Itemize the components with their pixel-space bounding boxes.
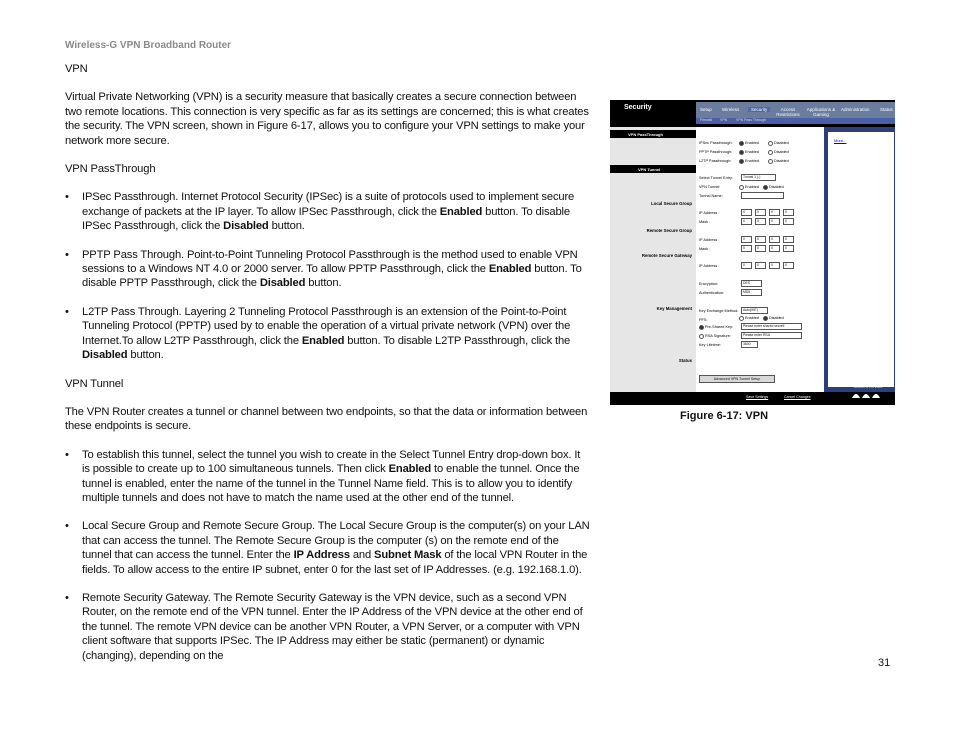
- cisco-logo-text: CISCO SYSTEMS: [853, 385, 883, 389]
- sidebar-remote: Remote Secure Group: [646, 228, 692, 233]
- bullet-dot: •: [65, 305, 69, 318]
- ipsec-label: IPSec Passthrough:: [699, 141, 733, 145]
- bold-term: Disabled: [223, 220, 269, 233]
- ip-octet-input[interactable]: 0: [783, 209, 794, 216]
- bullet-dot: •: [65, 520, 69, 533]
- bullet-text: Remote Security Gateway. The Remote Security Gateway is the VPN device, such as a second VPN Router, on the remote end of the VPN tunnel. Enter the IP Address of the VPN device at the other end of the tunnel. The remote VPN device can be another VPN Router, a VPN Server, or a computer with VPN client software that supports IPSec. The IP Address may either be static (permanent) or dynamic (changing), depending on the: [82, 591, 583, 662]
- subnav-vpn[interactable]: VPN: [720, 118, 728, 122]
- intro-paragraph: Virtual Private Networking (VPN) is a security measure that basically creates a secure connection between two remote locations. This connection is very specific as far as its settings are concerned; this is what creates the security. The VPN screen, shown in Figure 6-17, allows you to configure your VPN settings to make your network more secure.: [65, 91, 589, 147]
- sidebar-gateway: Remote Secure Gateway: [641, 253, 692, 258]
- figure-main-panel: [696, 127, 824, 392]
- save-settings-link[interactable]: Save Settings: [746, 395, 769, 399]
- bold-term: Disabled: [259, 277, 306, 290]
- remote-ip-label: IP Address :: [699, 238, 720, 242]
- passthrough-bullet: [65, 305, 590, 363]
- ip-octet-input[interactable]: 0: [769, 209, 780, 216]
- figure-sidebar: [610, 127, 696, 392]
- bullet-text: button.: [305, 277, 342, 290]
- pfs-label: PFS:: [699, 318, 708, 322]
- cisco-logo: [846, 384, 891, 402]
- tunnel-bullet: [65, 448, 590, 506]
- ip-octet-input[interactable]: 0: [769, 262, 780, 269]
- heading-passthrough: VPN PassThrough: [65, 163, 156, 176]
- sidebar-vpn-passthrough: VPN PassThrough: [610, 130, 696, 138]
- bullet-text: L2TP Pass Through. Layering 2 Tunneling Protocol Passthrough is an extension of the Point-to-Point Tunneling Protocol (PPTP) used by to enable the operation of a virtual private network (VPN) over the Internet.To allow L2TP Passthrough, click the: [82, 305, 571, 347]
- sidebar-key: Key Management: [656, 306, 692, 311]
- tunnel-enabled-radio[interactable]: [739, 185, 744, 190]
- bold-term: Enabled: [388, 463, 432, 476]
- running-header: Wireless-G VPN Broadband Router: [65, 40, 232, 51]
- bold-term: Enabled: [439, 205, 483, 218]
- bullet-text: IPSec Passthrough. Internet Protocol Security (IPSec) is a suite of protocols used to implement secure exchange of packets at the IP layer. To allow IPSec Passthrough, click the: [82, 191, 575, 218]
- tunnel-disabled-radio[interactable]: [763, 185, 768, 190]
- pptp-disabled-label: Disabled: [774, 150, 789, 154]
- security-tab-title: Security: [624, 104, 652, 111]
- ip-octet-input[interactable]: 0: [755, 245, 766, 252]
- rsa-label: RSA Signature:: [705, 334, 731, 338]
- pfs-enabled-label: Enabled: [745, 316, 759, 320]
- nav-status[interactable]: Status: [880, 107, 893, 112]
- auth-label: Authentication:: [699, 291, 725, 295]
- figure-subnav: [696, 118, 895, 124]
- nav-setup[interactable]: Setup: [700, 107, 712, 112]
- pptp-enabled-radio[interactable]: [739, 150, 744, 155]
- pptp-label: PPTP Passthrough:: [699, 150, 733, 154]
- bold-term: IP Address: [293, 549, 350, 562]
- l2tp-enabled-label: Enabled: [745, 159, 759, 163]
- bullet-text: To establish this tunnel, select the tunnel you wish to create in the Select Tunnel Entry drop-down box. It is possible to create up to 100 simultaneous tunnels. Then click: [82, 448, 581, 476]
- figure-caption: Figure 6-17: VPN: [680, 410, 769, 422]
- nav-access[interactable]: Access Restrictions: [776, 107, 800, 117]
- ip-octet-input[interactable]: 0: [755, 218, 766, 225]
- key-method-label: Key Exchange Method:: [699, 309, 739, 313]
- bullet-text: of the local VPN Router in the fields. To allow access to the entire IP subnet, enter 0 for the last set of IP Addresses. (e.g. 192.168.1.0).: [82, 549, 588, 576]
- gateway-ip-label: IP Address :: [699, 264, 720, 268]
- local-ip-label: IP Address :: [699, 211, 720, 215]
- ip-octet-input[interactable]: 0: [741, 262, 752, 269]
- l2tp-disabled-label: Disabled: [774, 159, 789, 163]
- figure-help-panel: [824, 127, 895, 392]
- pfs-enabled-radio[interactable]: [739, 316, 744, 321]
- lifetime-label: Key Lifetime:: [699, 343, 721, 347]
- passthrough-bullet: [65, 190, 590, 233]
- auth-select[interactable]: MD5: [741, 289, 762, 296]
- tunnel-select[interactable]: Tunnel 1 (-): [741, 174, 776, 181]
- bullet-text: Local Secure Group and Remote Secure Group. The Local Secure Group is the computer(s) on your LAN that can access the tunnel. The Remote Secure Group is the computer (s) on the remote end of the tunnel that can access the tunnel. Enter the: [82, 520, 590, 562]
- tunnel-disabled-label: Disabled: [769, 185, 784, 189]
- ip-octet-input[interactable]: 0: [741, 218, 752, 225]
- nav-apps[interactable]: Applications & Gaming: [806, 107, 836, 117]
- bullet-dot: •: [65, 591, 69, 604]
- sidebar-vpn-tunnel: VPN Tunnel: [610, 165, 696, 173]
- bold-term: Subnet Mask: [374, 549, 442, 562]
- heading-tunnel: VPN Tunnel: [65, 377, 124, 390]
- bullet-text: button. To disable PPTP Passthrough, click the: [82, 263, 582, 290]
- ipsec-enabled-label: Enabled: [745, 141, 759, 145]
- pfs-disabled-radio[interactable]: [763, 316, 768, 321]
- bullet-text: and: [349, 549, 375, 562]
- pptp-disabled-radio[interactable]: [768, 150, 773, 155]
- ip-octet-input[interactable]: 0: [741, 236, 752, 243]
- advanced-vpn-button[interactable]: Advanced VPN Tunnel Setup: [699, 375, 775, 383]
- bold-term: Enabled: [488, 263, 532, 276]
- l2tp-disabled-radio[interactable]: [768, 159, 773, 164]
- rsa-radio[interactable]: [699, 334, 704, 339]
- bold-term: Disabled: [82, 349, 128, 362]
- vpn-tunnel-label: VPN Tunnel:: [699, 185, 721, 189]
- figure-nav-bar: [696, 102, 895, 118]
- remote-mask-label: Mask :: [699, 247, 711, 251]
- pptp-enabled-label: Enabled: [745, 150, 759, 154]
- more-link[interactable]: More...: [834, 138, 847, 143]
- ip-octet-input[interactable]: 0: [783, 245, 794, 252]
- bold-term: Enabled: [301, 334, 345, 347]
- bullet-text: button. To disable L2TP Passthrough, click the: [344, 334, 571, 347]
- bullet-dot: •: [65, 448, 69, 461]
- bullet-text: button.: [268, 220, 305, 233]
- psk-input[interactable]: Please enter shared secret!: [741, 323, 802, 330]
- psk-label: Pre-Shared Key:: [705, 325, 734, 329]
- heading-vpn: VPN: [65, 63, 88, 75]
- pfs-disabled-label: Disabled: [769, 316, 784, 320]
- ip-octet-input[interactable]: 0: [755, 209, 766, 216]
- tunnel-intro: The VPN Router creates a tunnel or channel between two endpoints, so that the data or information between these endpoints is secure.: [65, 405, 588, 433]
- rsa-input[interactable]: Please enter RSA: [741, 332, 802, 339]
- tunnel-name-input[interactable]: [741, 192, 784, 199]
- l2tp-label: L2TP Passthrough:: [699, 159, 732, 163]
- encryption-select[interactable]: DES: [741, 280, 762, 287]
- ip-octet-input[interactable]: 0: [741, 209, 752, 216]
- ipsec-enabled-radio[interactable]: [739, 141, 744, 146]
- ip-octet-input[interactable]: 0: [755, 236, 766, 243]
- l2tp-enabled-radio[interactable]: [739, 159, 744, 164]
- ip-octet-input[interactable]: 0: [741, 245, 752, 252]
- bullet-text: button. To disable IPSec Passthrough, click the: [82, 205, 570, 233]
- bullet-text: PPTP Pass Through. Point-to-Point Tunneling Protocol Passthrough is the method used to enable VPN sessions to a Windows NT 4.0 or 2000 server. To allow PPTP Passthrough, click the: [82, 248, 578, 276]
- ip-octet-input[interactable]: 0: [783, 236, 794, 243]
- sidebar-status: Status: [678, 358, 692, 363]
- bullet-dot: •: [65, 248, 69, 261]
- ip-octet-input[interactable]: 0: [769, 218, 780, 225]
- bullet-text: to enable the tunnel. Once the tunnel is enabled, enter the name of the tunnel in the Tunnel Name field. This is to allow you to identify multiple tunnels and does not have to match the name used at the other end of the tunnel.: [82, 463, 580, 504]
- sidebar-local: Local Secure Group: [651, 201, 692, 206]
- bullet-text: button.: [127, 349, 164, 362]
- ip-octet-input[interactable]: 0: [769, 245, 780, 252]
- tunnel-enabled-label: Enabled: [745, 185, 759, 189]
- ipsec-disabled-label: Disabled: [774, 141, 789, 145]
- passthrough-bullet: [65, 248, 590, 291]
- ip-octet-input[interactable]: 0: [783, 262, 794, 269]
- ipsec-disabled-radio[interactable]: [768, 141, 773, 146]
- passthrough-bullets: [65, 190, 590, 362]
- select-label: Select Tunnel Entry:: [699, 176, 733, 180]
- local-mask-label: Mask :: [699, 220, 711, 224]
- bullet-dot: •: [65, 191, 69, 204]
- tunnel-bullet: [65, 591, 590, 663]
- page-number: 31: [878, 657, 891, 669]
- cancel-changes-link[interactable]: Cancel Changes: [784, 395, 811, 399]
- nav-admin[interactable]: Administration: [841, 107, 870, 112]
- help-area: [828, 132, 894, 387]
- subnav-firewall[interactable]: Firewall: [700, 118, 713, 122]
- tunnel-bullets: [65, 448, 590, 663]
- ip-octet-input[interactable]: 0: [769, 236, 780, 243]
- nav-security[interactable]: Security: [748, 107, 770, 112]
- tunnel-bullet: [65, 519, 590, 577]
- ip-octet-input[interactable]: 0: [755, 262, 766, 269]
- ip-octet-input[interactable]: 0: [783, 218, 794, 225]
- subnav-passthrough[interactable]: VPN Pass Through: [736, 118, 766, 122]
- key-method-select[interactable]: Auto(IKE): [741, 307, 768, 314]
- body-text: [65, 62, 590, 677]
- tunnel-name-label: Tunnel Name:: [699, 194, 723, 198]
- encryption-label: Encryption:: [699, 282, 718, 286]
- vpn-screen-figure: [610, 100, 895, 405]
- lifetime-input[interactable]: 3600: [741, 341, 758, 348]
- nav-wireless[interactable]: Wireless: [722, 107, 740, 112]
- psk-radio[interactable]: [699, 325, 704, 330]
